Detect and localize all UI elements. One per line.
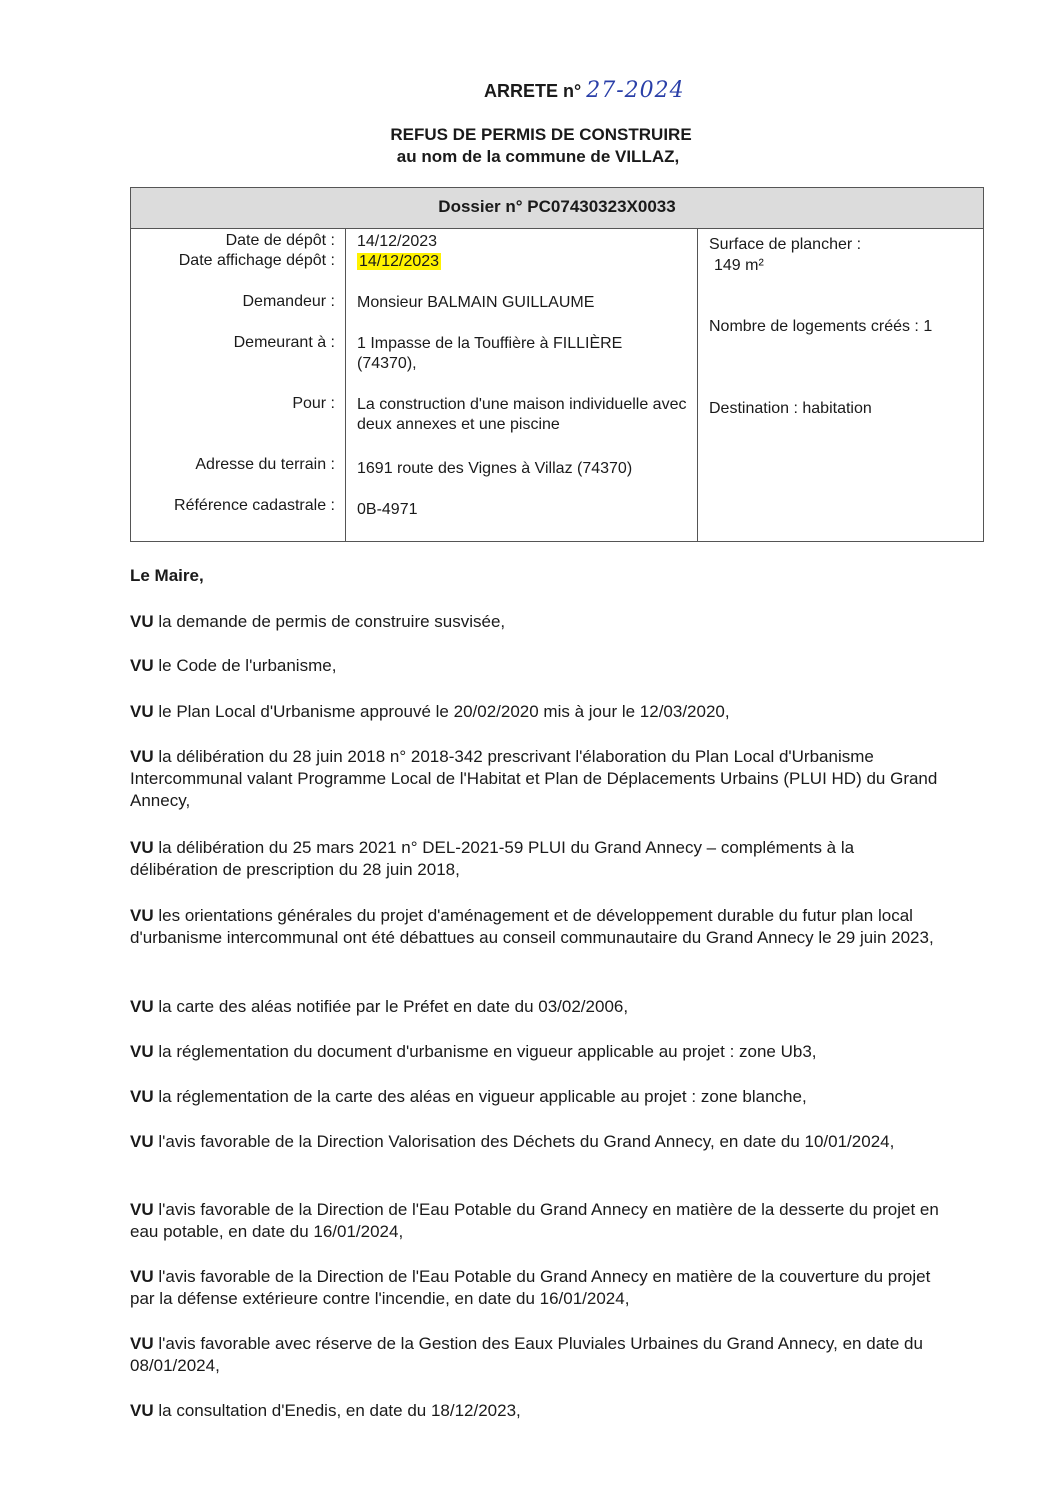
demeurant-value: 1 Impasse de la Touffière à FILLIÈRE (74370), xyxy=(357,335,623,372)
depot-value: 14/12/2023 xyxy=(357,233,438,250)
demandeur-label: Demandeur : xyxy=(242,293,335,310)
adresse-label: Adresse du terrain : xyxy=(195,456,335,473)
arrete-number-handwritten: 27-2024 xyxy=(586,78,685,103)
vu-paragraph: VU la carte des aléas notifiée par le Préfet en date du 03/02/2006, xyxy=(130,997,629,1016)
vu-paragraph: VU l'avis favorable de la Direction Valorisation des Déchets du Grand Annecy, en date du 10/01/2024, xyxy=(130,1132,895,1151)
vu-paragraph: VU les orientations générales du projet d'aménagement et de développement durable du futur plan local d'urbanisme intercommunal ont été débattues au conseil communautaire du Grand Annecy le 29 juin 2023, xyxy=(130,906,934,947)
logements-count: Nombre de logements créés : 1 xyxy=(709,318,933,335)
demandeur-value: Monsieur BALMAIN GUILLAUME xyxy=(357,294,595,311)
dossier-heading: Dossier n° PC07430323X0033 xyxy=(131,188,983,229)
vu-paragraph: VU la réglementation du document d'urbanisme en vigueur applicable au projet : zone Ub3, xyxy=(130,1042,817,1061)
vu-paragraph: VU l'avis favorable de la Direction de l'Eau Potable du Grand Annecy en matière de la desserte du projet en eau potable, en date du 16/01/2024, xyxy=(130,1200,939,1241)
column-divider xyxy=(697,228,698,541)
destination: Destination : habitation xyxy=(709,400,872,417)
vu-paragraph: VU la demande de permis de construire susvisée, xyxy=(130,612,506,631)
affichage-value: 14/12/2023 xyxy=(359,253,440,270)
vu-paragraph: VU la consultation d'Enedis, en date du 18/12/2023, xyxy=(130,1401,521,1420)
demeurant-label: Demeurant à : xyxy=(233,334,335,351)
affichage-label: Date affichage dépôt : xyxy=(178,252,335,269)
document-title: REFUS DE PERMIS DE CONSTRUIRE xyxy=(390,125,692,144)
vu-paragraph: VU l'avis favorable avec réserve de la Gestion des Eaux Pluviales Urbaines du Grand Annecy, en date du 08/01/2024, xyxy=(130,1334,923,1375)
document-subtitle: au nom de la commune de VILLAZ, xyxy=(396,147,680,166)
cadastre-value: 0B-4971 xyxy=(357,501,418,518)
arrete-title xyxy=(484,78,685,103)
arrete-label: ARRETE n° xyxy=(484,81,582,101)
cadastre-label: Référence cadastrale : xyxy=(174,497,335,514)
vu-paragraph: VU l'avis favorable de la Direction de l'Eau Potable du Grand Annecy en matière de la couverture du projet par la défense extérieure contre l'incendie, en date du 16/01/2024, xyxy=(130,1267,931,1308)
column-divider xyxy=(345,228,346,541)
surface-value: 149 m² xyxy=(714,257,764,274)
pour-value: La construction d'une maison individuelle avec deux annexes et une piscine xyxy=(357,396,687,433)
vu-paragraph: VU le Plan Local d'Urbanisme approuvé le 20/02/2020 mis à jour le 12/03/2020, xyxy=(130,702,730,721)
le-maire-heading: Le Maire, xyxy=(130,566,204,585)
depot-label: Date de dépôt : xyxy=(225,232,335,249)
vu-paragraph: VU la réglementation de la carte des aléas en vigueur applicable au projet : zone blanche, xyxy=(130,1087,807,1106)
vu-paragraph: VU la délibération du 28 juin 2018 n° 2018-342 prescrivant l'élaboration du Plan Local d'Urbanisme Intercommunal valant Programme Local de l'Habitat et Plan de Déplacements Urbains (PLUI HD) du Grand Annecy, xyxy=(130,747,938,810)
vu-paragraph: VU la délibération du 25 mars 2021 n° DEL-2021-59 PLUI du Grand Annecy – compléments à la délibération de prescription du 28 juin 2018, xyxy=(130,838,855,879)
surface-label: Surface de plancher : xyxy=(709,236,862,253)
vu-paragraph: VU le Code de l'urbanisme, xyxy=(130,656,337,675)
adresse-value: 1691 route des Vignes à Villaz (74370) xyxy=(357,460,633,477)
pour-label: Pour : xyxy=(292,395,335,412)
dossier-table xyxy=(130,187,984,542)
